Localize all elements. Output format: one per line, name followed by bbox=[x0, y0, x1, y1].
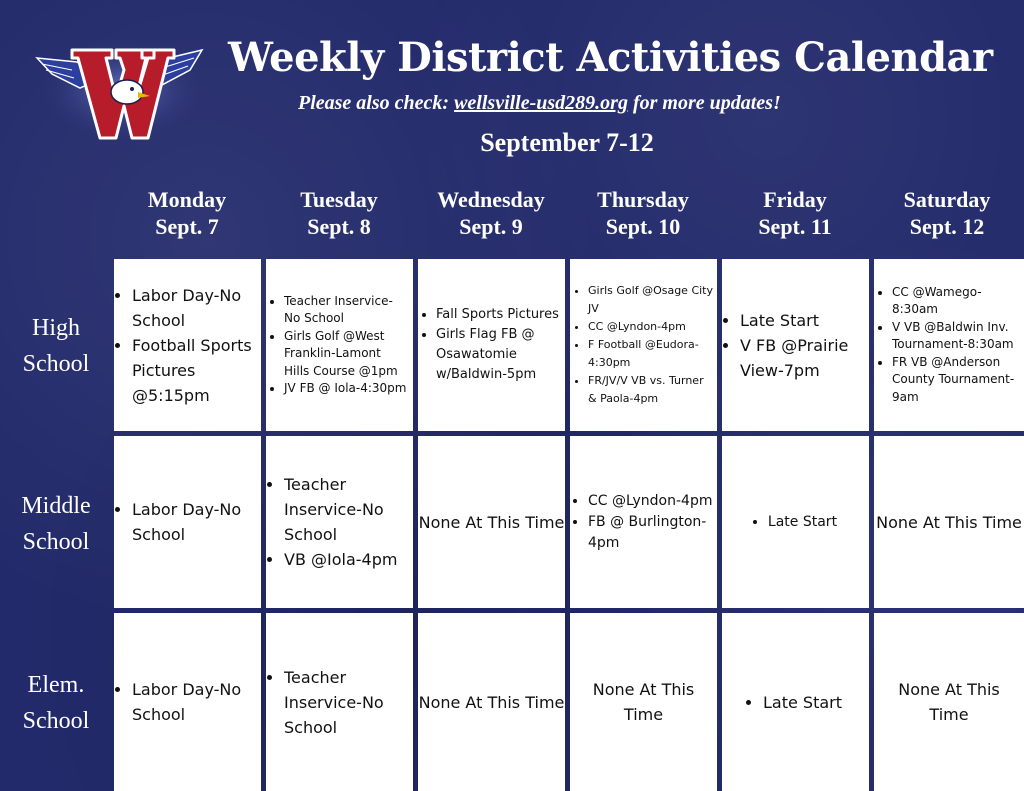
event-text: None At This Time bbox=[592, 680, 695, 724]
event-text: None At This Time bbox=[876, 512, 1022, 532]
event-list bbox=[570, 282, 717, 408]
row-label-line: School bbox=[22, 708, 90, 734]
cell-middle-friday bbox=[722, 436, 869, 608]
row-label-middle-school bbox=[0, 488, 112, 560]
event-list bbox=[266, 665, 413, 740]
event-item: • Labor Day-No School bbox=[132, 497, 257, 547]
day-date: Sept. 9 bbox=[459, 214, 523, 239]
day-name: Monday bbox=[147, 187, 227, 212]
event-item: • Teacher Inservice-No School bbox=[284, 665, 409, 740]
event-text: None At This Time bbox=[898, 680, 1000, 724]
event-item: • Labor Day-No School bbox=[132, 677, 257, 727]
row-label-elem-school bbox=[0, 667, 112, 739]
row-label-line: High bbox=[32, 315, 80, 341]
event-item: • Teacher Inservice-No School bbox=[284, 293, 409, 328]
cell-middle-thursday bbox=[570, 436, 717, 608]
day-header-monday bbox=[112, 186, 262, 240]
event-item: • V FB @Prairie View-7pm bbox=[740, 333, 865, 383]
day-header-thursday bbox=[568, 186, 718, 240]
event-item: • CC @Lyndon-4pm bbox=[588, 491, 713, 512]
event-text: None At This Time bbox=[418, 692, 565, 712]
event-item: • CC @Wamego-8:30am bbox=[892, 284, 1020, 319]
event-list bbox=[114, 677, 261, 727]
day-name: Wednesday bbox=[437, 187, 545, 212]
event-list bbox=[266, 472, 413, 572]
week-range: September 7-12 bbox=[480, 128, 654, 157]
cell-middle-monday bbox=[114, 436, 261, 608]
day-header-tuesday bbox=[264, 186, 414, 240]
event-item: • Fall Sports Pictures bbox=[436, 305, 561, 325]
cell-elem-monday bbox=[114, 613, 261, 791]
event-list bbox=[114, 497, 261, 547]
day-header-friday bbox=[720, 186, 870, 240]
row-label-line: Middle bbox=[21, 493, 91, 519]
cell-elem-saturday bbox=[874, 613, 1024, 791]
event-item: • CC @Lyndon-4pm bbox=[588, 318, 713, 336]
event-item: • Girls Flag FB @ Osawatomie w/Baldwin-5pm bbox=[436, 325, 561, 385]
day-name: Saturday bbox=[903, 187, 991, 212]
cell-high-wednesday bbox=[418, 259, 565, 431]
cell-elem-tuesday bbox=[266, 613, 413, 791]
event-item: • Girls Golf @West Franklin-Lamont Hills Course @1pm bbox=[284, 328, 409, 381]
day-header-saturday bbox=[872, 186, 1022, 240]
cell-high-saturday bbox=[874, 259, 1024, 431]
event-item: • V VB @Baldwin Inv. Tournament-8:30am bbox=[892, 319, 1020, 354]
event-list bbox=[266, 293, 413, 398]
day-name: Friday bbox=[763, 187, 827, 212]
row-label-high-school bbox=[0, 310, 112, 382]
cell-high-thursday bbox=[570, 259, 717, 431]
event-item: • VB @Iola-4pm bbox=[284, 547, 409, 572]
day-header-wednesday bbox=[416, 186, 566, 240]
event-item: • JV FB @ Iola-4:30pm bbox=[284, 380, 409, 398]
event-item: • Girls Golf @Osage City JV bbox=[588, 282, 713, 318]
day-date: Sept. 8 bbox=[307, 214, 371, 239]
day-date: Sept. 10 bbox=[605, 214, 681, 239]
event-item: • Late Start bbox=[763, 690, 842, 715]
event-list bbox=[570, 491, 717, 554]
event-item: • FB @ Burlington-4pm bbox=[588, 512, 713, 554]
event-item: • Late Start bbox=[740, 308, 865, 333]
website-link[interactable]: wellsville-usd289.org bbox=[454, 92, 628, 114]
cell-high-monday bbox=[114, 259, 261, 431]
event-list bbox=[750, 512, 841, 533]
day-name: Thursday bbox=[597, 187, 689, 212]
cell-high-tuesday bbox=[266, 259, 413, 431]
event-list bbox=[114, 283, 261, 408]
row-label-line: Elem. bbox=[27, 672, 85, 698]
cell-middle-saturday bbox=[874, 436, 1024, 608]
event-item: • FR/JV/V VB vs. Turner & Paola-4pm bbox=[588, 372, 713, 408]
day-date: Sept. 11 bbox=[758, 214, 832, 239]
event-item: • F Football @Eudora-4:30pm bbox=[588, 336, 713, 372]
cell-elem-friday bbox=[722, 613, 869, 791]
event-text: None At This Time bbox=[418, 512, 565, 532]
event-list bbox=[745, 690, 846, 715]
event-item: • Teacher Inservice-No School bbox=[284, 472, 409, 547]
row-label-line: School bbox=[22, 351, 90, 377]
subtitle-suffix: for more updates! bbox=[627, 92, 781, 114]
event-item: • FR VB @Anderson County Tournament-9am bbox=[892, 354, 1020, 407]
cell-elem-thursday bbox=[570, 613, 717, 791]
subtitle bbox=[298, 92, 898, 115]
cell-elem-wednesday bbox=[418, 613, 565, 791]
event-item: • Football Sports Pictures @5:15pm bbox=[132, 333, 257, 408]
subtitle-prefix: Please also check: bbox=[298, 92, 455, 114]
event-list bbox=[418, 305, 565, 385]
day-date: Sept. 12 bbox=[909, 214, 985, 239]
row-label-line: School bbox=[22, 529, 90, 555]
page-title: Weekly District Activities Calendar bbox=[228, 34, 993, 81]
event-list bbox=[722, 308, 869, 383]
cell-middle-wednesday bbox=[418, 436, 565, 608]
event-list bbox=[874, 284, 1024, 407]
cell-middle-tuesday bbox=[266, 436, 413, 608]
cell-high-friday bbox=[722, 259, 869, 431]
event-item: • Labor Day-No School bbox=[132, 283, 257, 333]
day-name: Tuesday bbox=[300, 187, 378, 212]
event-item: • Late Start bbox=[768, 512, 837, 533]
day-date: Sept. 7 bbox=[155, 214, 219, 239]
